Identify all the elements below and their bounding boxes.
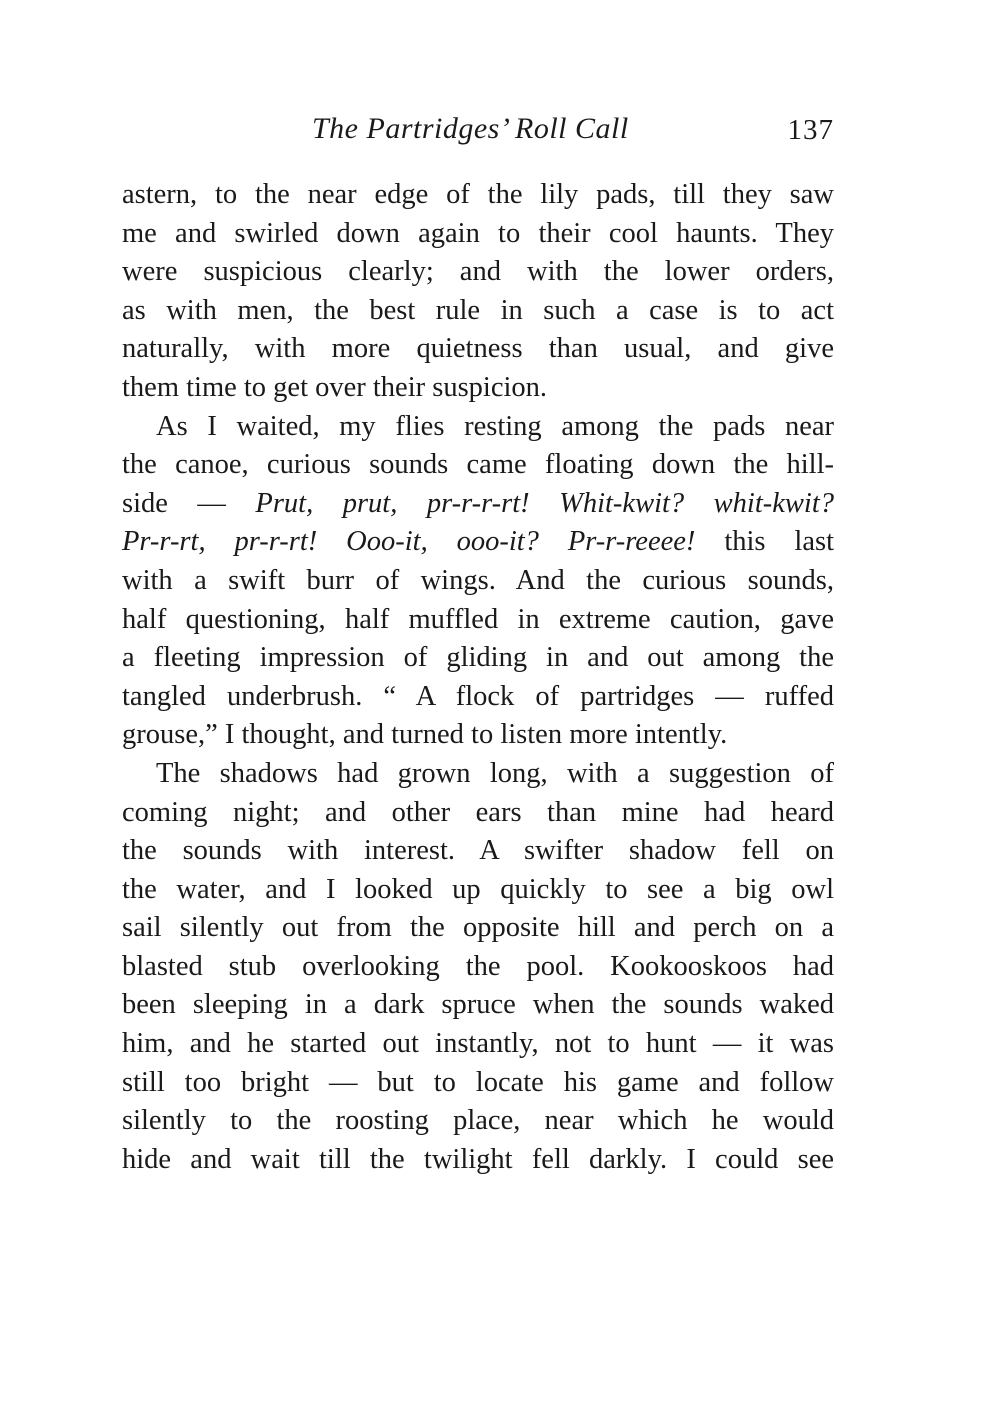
roman-run: side — bbox=[122, 487, 256, 519]
text-line-mixed bbox=[122, 485, 834, 524]
text-line: them time to get over their suspicion. bbox=[122, 371, 548, 403]
text-line: astern, to the near edge of the lily pads, till they saw bbox=[122, 179, 834, 210]
text-line: me and swirled down again to their cool haunts. They bbox=[122, 217, 834, 249]
text-line: silently to the roosting place, near which he would bbox=[122, 1105, 834, 1137]
text-line: blasted stub overlooking the pool. Kookooskoos had bbox=[122, 950, 834, 982]
text-line: grouse,” I thought, and turned to listen more intently. bbox=[122, 719, 728, 751]
text-line: the sounds with interest. A swifter shadow fell on bbox=[122, 835, 834, 867]
text-line: coming night; and other ears than mine had heard bbox=[122, 796, 834, 828]
italic-run: Pr-r-rt, pr-r-rt! Ooo-it, ooo-it? Pr-r-reeee! bbox=[122, 526, 696, 558]
text-line-mixed bbox=[122, 523, 834, 562]
text-line: tangled underbrush. “ A flock of partridges — ruffed bbox=[122, 680, 834, 712]
text-line: a fleeting impression of gliding in and out among the bbox=[122, 642, 834, 674]
text-line: still too bright — but to locate his game and follow bbox=[122, 1066, 834, 1098]
body-text bbox=[122, 176, 834, 1179]
italic-run: Prut, prut, pr-r-r-rt! Whit-kwit? whit-kwit? bbox=[255, 487, 834, 519]
roman-run: this last bbox=[695, 526, 834, 558]
page-number: 137 bbox=[787, 114, 834, 146]
text-line: As I waited, my flies resting among the pads near bbox=[156, 410, 834, 442]
text-line: the water, and I looked up quickly to see a big owl bbox=[122, 873, 834, 905]
text-line: the canoe, curious sounds came floating down the hill- bbox=[122, 449, 834, 481]
text-line: as with men, the best rule in such a case is to act bbox=[122, 294, 834, 326]
text-line: with a swift burr of wings. And the curious sounds, bbox=[122, 564, 834, 596]
text-line: half questioning, half muffled in extreme caution, gave bbox=[122, 603, 834, 635]
running-title: The Partridges’ Roll Call bbox=[312, 112, 629, 145]
text-line: hide and wait till the twilight fell darkly. I could see bbox=[122, 1143, 834, 1175]
text-line: him, and he started out instantly, not to hunt — it was bbox=[122, 1028, 834, 1060]
text-line: been sleeping in a dark spruce when the sounds waked bbox=[122, 989, 834, 1021]
page-header bbox=[122, 112, 834, 156]
text-line: The shadows had grown long, with a suggestion of bbox=[156, 757, 834, 789]
text-line: sail silently out from the opposite hill and perch on a bbox=[122, 912, 834, 944]
text-line: naturally, with more quietness than usual, and give bbox=[122, 333, 834, 365]
text-line: were suspicious clearly; and with the lower orders, bbox=[122, 256, 834, 288]
